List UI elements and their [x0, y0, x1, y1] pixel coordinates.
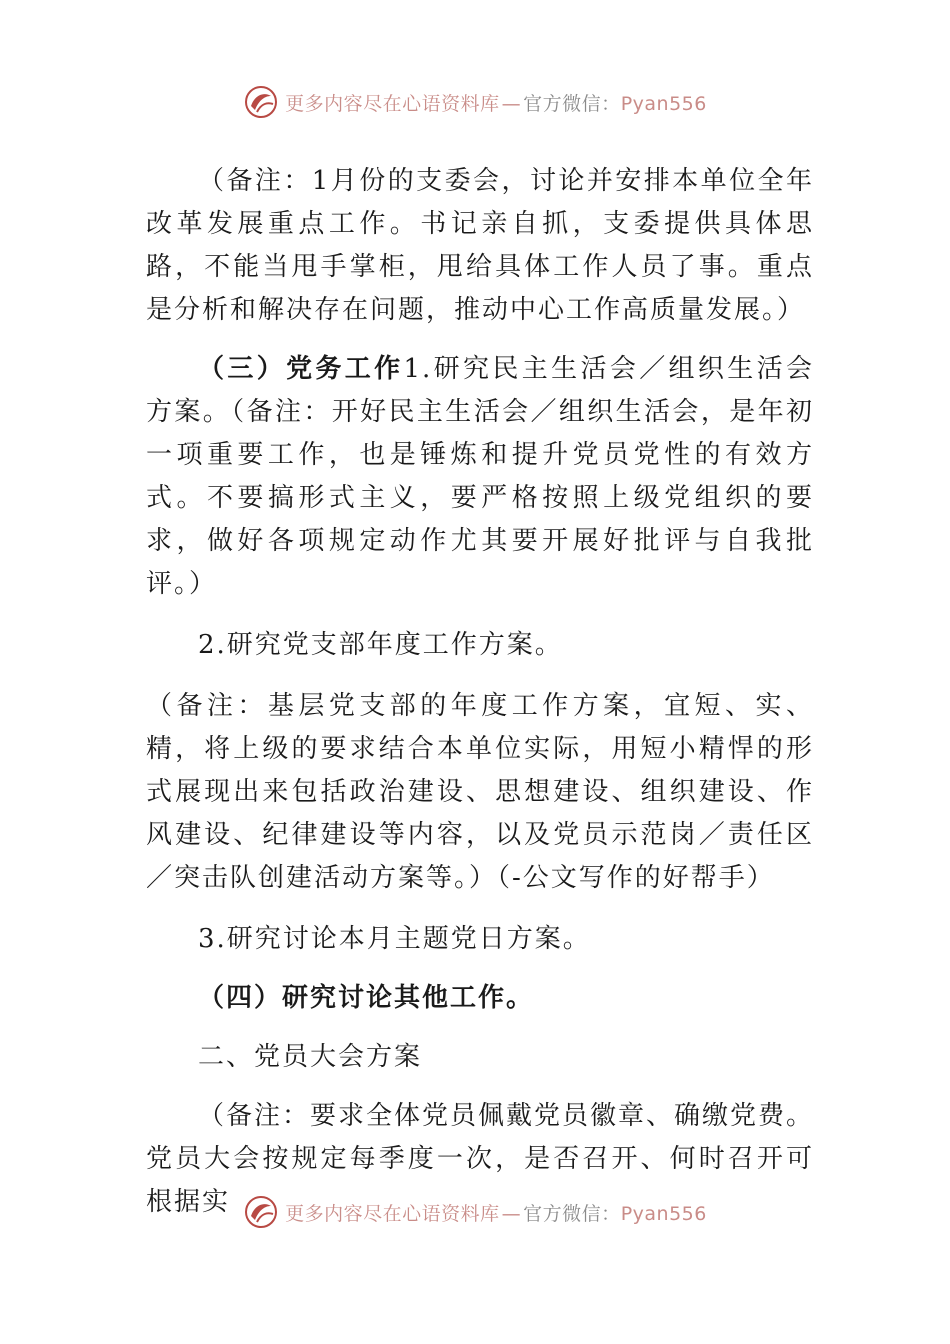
lotus-seal-icon — [243, 84, 279, 120]
paragraph-theme-day: 3.研究讨论本月主题党日方案。 — [198, 924, 591, 954]
watermark-official: 官方微信： — [523, 1202, 621, 1225]
paragraph-annual-plan: 2.研究党支部年度工作方案。 — [198, 630, 563, 660]
watermark-text — [285, 1199, 707, 1226]
header-watermark — [0, 82, 950, 122]
watermark-text — [285, 89, 707, 116]
paragraph-note-party-committee: （备注：1月份的支委会，讨论并安排本单位全年改革发展重点工作。书记亲自抓，支委提供具体思路，不能当甩手掌柜，甩给具体工作人员了事。重点是分析和解决存在问题，推动中心工作高质量发展。） — [146, 166, 814, 325]
footer-watermark — [0, 1192, 950, 1232]
section-heading-other-work: （四）研究讨论其他工作。 — [198, 983, 535, 1013]
watermark-brand: 更多内容尽在心语资料库 — [285, 92, 500, 115]
paragraph-note-annual-plan: （备注：基层党支部的年度工作方案，宜短、实、精，将上级的要求结合本单位实际，用短小精悍的形式展现出来包括政治建设、思想建设、组织建设、作风建设、纪律建设等内容，以及党员示范岗／责任区／突击队创建活动方案等。）（-公文写作的好帮手） — [146, 691, 814, 893]
watermark-dash: — — [501, 1202, 522, 1225]
watermark-handle: Pyan556 — [620, 1202, 707, 1225]
party-affairs-body: 1.研究民主生活会／组织生活会方案。（备注：开好民主生活会／组织生活会，是年初一项重要工作，也是锤炼和提升党员党性的有效方式。不要搞形式主义，要严格按照上级党组织的要求，做好各项规定动作尤其要开展好批评与自我批评。） — [146, 354, 814, 599]
watermark-brand: 更多内容尽在心语资料库 — [285, 1202, 500, 1225]
paragraph-note-member-meeting: （备注：要求全体党员佩戴党员徽章、确缴党费。党员大会按规定每季度一次，是否召开、何时召开可根据实 — [146, 1101, 815, 1217]
section-heading-party-affairs: （三）党务工作 — [198, 354, 404, 384]
watermark-handle: Pyan556 — [620, 92, 707, 115]
watermark-dash: — — [501, 92, 522, 115]
lotus-seal-icon — [243, 1194, 279, 1230]
document-body — [146, 160, 814, 1224]
watermark-official: 官方微信： — [523, 92, 621, 115]
paragraph-party-affairs — [146, 348, 814, 606]
section-heading-member-meeting: 二、党员大会方案 — [198, 1042, 423, 1072]
